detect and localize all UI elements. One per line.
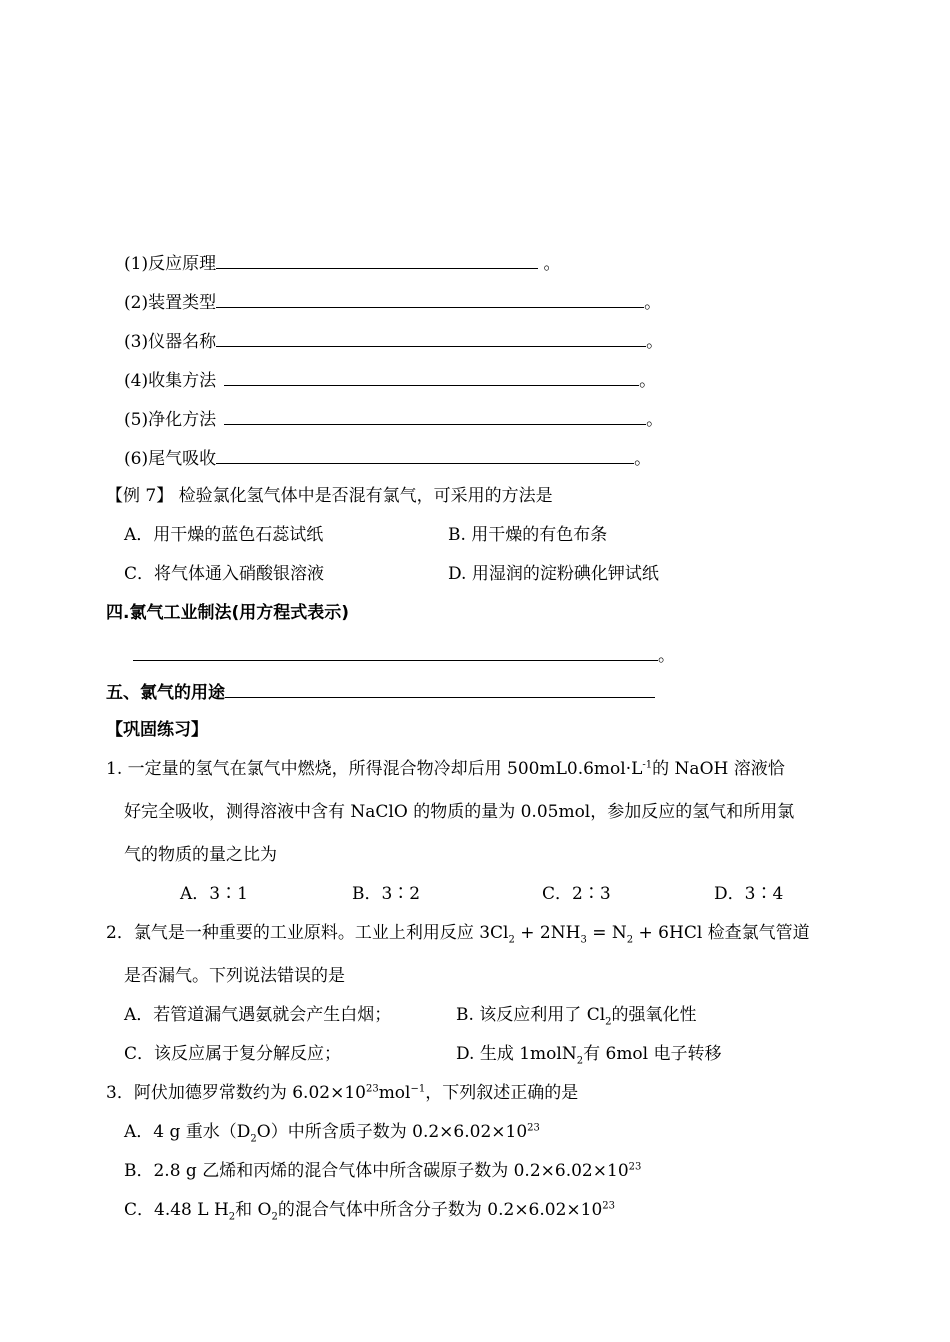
q1-line-3: 气的物质的量之比为 xyxy=(124,845,277,865)
example-7-option-a[interactable]: A．用干燥的蓝色石蕊试纸 xyxy=(124,525,324,545)
section-4-title: 四.氯气工业制法(用方程式表示) xyxy=(106,603,349,623)
q1-line-2: 好完全吸收，测得溶液中含有 NaClO 的物质的量为 0.05mol，参加反应的氢气和所用氯 xyxy=(124,802,795,822)
q2-option-d-sub: 2 xyxy=(576,1055,584,1067)
q1-text-b: 的 NaOH 溶液恰 xyxy=(652,759,785,779)
q2-option-b-sub: 2 xyxy=(605,1016,612,1028)
q2-text-d: + 6HCl 检查氯气管道 xyxy=(633,923,810,943)
q3-stem-a: 3．阿伏加德罗常数约为 6.02×10 xyxy=(106,1083,366,1103)
q3-option-a[interactable] xyxy=(124,1120,540,1144)
q1-text-a: 1. 一定量的氢气在氯气中燃烧，所得混合物冷却后用 500mL0.6mol·L xyxy=(106,759,643,779)
q3-option-c-text-a: C．4.48 L H xyxy=(124,1200,229,1220)
q2-option-b[interactable] xyxy=(456,1003,697,1027)
section-5-title: 五、氯气的用途 xyxy=(106,683,225,703)
q2-option-d[interactable] xyxy=(456,1042,722,1066)
answer-blank-1[interactable] xyxy=(216,250,538,269)
q3-option-c-sub-2: 2 xyxy=(271,1211,278,1223)
q2-option-b-text-a: B. 该反应利用了 Cl xyxy=(456,1005,606,1025)
q2-option-d-text-b: 有 6mol 电子转移 xyxy=(583,1044,722,1064)
section-5 xyxy=(106,679,655,705)
item-3-label: (3)仪器名称 xyxy=(124,332,217,352)
item-1 xyxy=(124,250,561,276)
q3-option-b[interactable] xyxy=(124,1159,641,1183)
q3-stem-c: ，下列叙述正确的是 xyxy=(425,1083,579,1103)
answer-blank-2[interactable] xyxy=(216,289,644,308)
item-2-label: (2)装置类型 xyxy=(124,293,217,313)
section-5-blank[interactable] xyxy=(225,679,655,698)
section-4-end: 。 xyxy=(658,646,675,666)
q3-option-a-sub: 2 xyxy=(250,1133,257,1145)
item-3-end: 。 xyxy=(646,332,664,352)
q2-text-c: = N xyxy=(586,923,627,943)
q2-sub-2: 3 xyxy=(580,934,587,946)
q3-stem xyxy=(106,1081,578,1105)
q1-option-c[interactable]: C．2∶3 xyxy=(542,884,611,904)
item-4-end: 。 xyxy=(639,371,657,391)
q3-option-a-sup: 23 xyxy=(527,1122,540,1134)
item-6 xyxy=(124,445,651,471)
q2-option-d-text-a: D. 生成 1molN xyxy=(456,1044,577,1064)
q1-option-a[interactable]: A．3∶1 xyxy=(180,884,248,904)
item-5-end: 。 xyxy=(646,410,664,430)
q2-text-b: + 2NH xyxy=(514,923,581,943)
q3-option-c[interactable] xyxy=(124,1198,615,1222)
q2-sub-3: 2 xyxy=(626,934,634,946)
item-2-end: 。 xyxy=(644,293,662,313)
q1-option-d[interactable]: D．3∶4 xyxy=(714,884,784,904)
q2-option-c[interactable]: C．该反应属于复分解反应； xyxy=(124,1044,342,1064)
example-7-question: 【例 7】 检验氯化氢气体中是否混有氯气，可采用的方法是 xyxy=(106,486,553,506)
q3-option-b-text: B．2.8 g 乙烯和丙烯的混合气体中所含碳原子数为 0.2×6.02×10 xyxy=(124,1161,629,1181)
answer-blank-3[interactable] xyxy=(216,328,646,347)
item-5-label: (5)净化方法 xyxy=(124,410,217,430)
q3-stem-sup-2: −1 xyxy=(410,1083,426,1095)
item-2 xyxy=(124,289,661,315)
section-4-blank[interactable] xyxy=(133,642,658,661)
item-6-label: (6)尾气吸收 xyxy=(124,449,217,469)
item-1-label: (1)反应原理 xyxy=(124,254,217,274)
q1-line-1 xyxy=(106,757,785,781)
q2-sub-1: 2 xyxy=(508,934,515,946)
q2-line-1 xyxy=(106,921,810,945)
example-7-option-d[interactable]: D. 用湿润的淀粉碘化钾试纸 xyxy=(448,564,659,584)
example-7-option-b[interactable]: B. 用干燥的有色布条 xyxy=(448,525,608,545)
q3-option-c-sub-1: 2 xyxy=(228,1211,236,1223)
q2-text-a: 2．氯气是一种重要的工业原料。工业上利用反应 3Cl xyxy=(106,923,509,943)
q3-option-c-text-c: 的混合气体中所含分子数为 0.2×6.02×10 xyxy=(277,1200,603,1220)
q1-sup: -1 xyxy=(642,759,653,771)
section-4-answer xyxy=(133,642,675,668)
answer-blank-4[interactable] xyxy=(224,367,639,386)
q3-stem-sup: 23 xyxy=(365,1083,379,1095)
practice-title: 【巩固练习】 xyxy=(106,720,208,740)
answer-blank-6[interactable] xyxy=(216,445,634,464)
item-4-label: (4)收集方法 xyxy=(124,371,217,391)
q3-option-c-sup: 23 xyxy=(602,1200,616,1212)
q3-option-b-sup: 23 xyxy=(628,1161,642,1173)
item-3 xyxy=(124,328,663,354)
q3-stem-b: mol xyxy=(378,1083,411,1103)
item-4 xyxy=(124,367,656,393)
q3-option-a-text-a: A．4 g 重水（D xyxy=(124,1122,251,1142)
q3-option-a-text-b: O）中所含质子数为 0.2×6.02×10 xyxy=(256,1122,528,1142)
item-1-end: 。 xyxy=(538,254,561,274)
q2-option-b-text-b: 的强氧化性 xyxy=(611,1005,697,1025)
q1-option-b[interactable]: B．3∶2 xyxy=(352,884,421,904)
item-5 xyxy=(124,406,663,432)
q2-option-a[interactable]: A．若管道漏气遇氨就会产生白烟； xyxy=(124,1005,392,1025)
item-6-end: 。 xyxy=(634,449,652,469)
example-7-option-c[interactable]: C．将气体通入硝酸银溶液 xyxy=(124,564,325,584)
q3-option-c-text-b: 和 O xyxy=(235,1200,272,1220)
q2-line-2: 是否漏气。下列说法错误的是 xyxy=(124,966,345,986)
answer-blank-5[interactable] xyxy=(224,406,646,425)
